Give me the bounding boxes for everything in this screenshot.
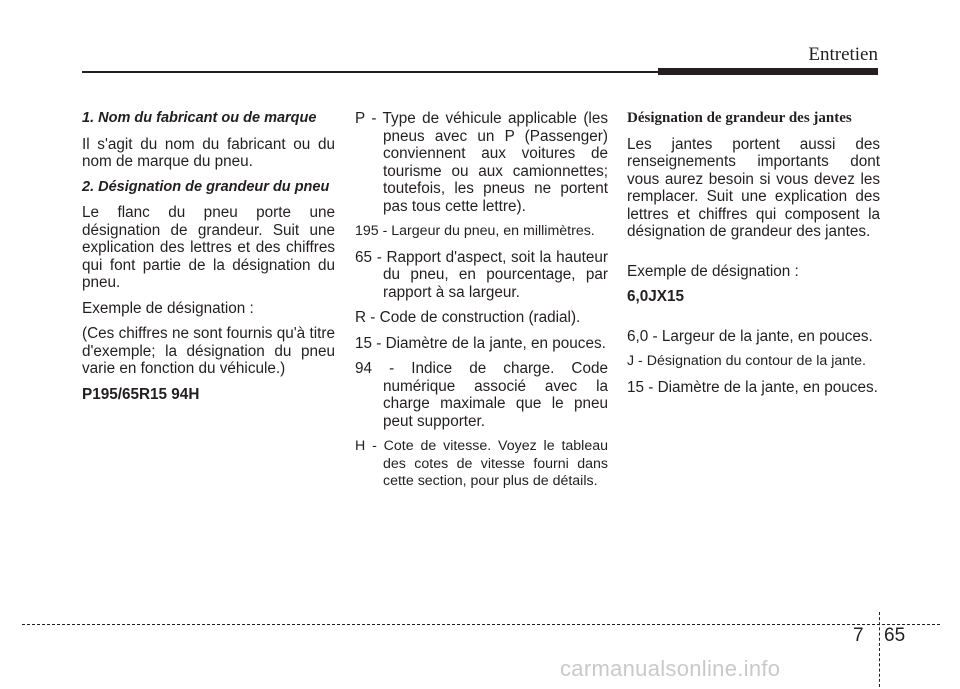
column-rim-size (627, 110, 880, 404)
column-tire-code-legend (355, 110, 608, 499)
column-tire-maker (82, 110, 335, 411)
footer-rule (22, 624, 940, 625)
rim-legend-diameter: 15 - Diamètre de la jante, en pouces. (627, 378, 878, 396)
example-code: P195/65R15 94H (82, 385, 200, 403)
example-label: Exemple de désignation : (82, 299, 254, 317)
rim-example-code: 6,0JX15 (627, 288, 684, 305)
example-note: (Ces chiffres ne sont fournis qu'à titre d'exemple; la désignation du pneu varie en fonction du véhicule.) (82, 325, 335, 377)
paragraph-tire-size: Le flanc du pneu porte une désignation de grandeur. Suit une explication des lettres et des chiffres qui font partie de la désignation du pneu. (82, 204, 335, 291)
paragraph-maker: Il s'agit du nom du fabricant ou du nom de marque du pneu. (82, 135, 335, 170)
footer-divider (879, 612, 880, 687)
legend-item-94: 94 - Indice de charge. Code numérique associé avec la charge maximale que le pneu peut supporter. (355, 360, 608, 430)
page-number: 65 (884, 625, 906, 646)
rim-legend-width: 6,0 - Largeur de la jante, en pouces. (627, 327, 873, 345)
rim-legend-contour: J - Désignation du contour de la jante. (627, 353, 866, 369)
subheading-tire-size: 2. Désignation de grandeur du pneu (82, 178, 330, 195)
chapter-number: 7 (853, 625, 864, 646)
legend-item-r: R - Code de construction (radial). (355, 309, 581, 326)
watermark: carmanualsonline.info (560, 656, 781, 681)
legend-item-195: 195 - Largeur du pneu, en millimètres. (355, 223, 595, 239)
subheading-rim-size: Désignation de grandeur des jantes (627, 110, 852, 126)
legend-item-p: P - Type de véhicule applicable (les pneus avec un P (Passenger) conviennent aux voitures de tourisme ou aux camionnettes; toutefois, les pneus ne portent pas tous cette lettre). (355, 110, 608, 215)
legend-item-65: 65 - Rapport d'aspect, soit la hauteur du pneu, en pourcentage, par rapport à sa largeur. (355, 248, 608, 301)
header-rule (82, 71, 662, 73)
legend-item-15: 15 - Diamètre de la jante, en pouces. (355, 334, 606, 352)
subheading-maker: 1. Nom du fabricant ou de marque (82, 110, 317, 126)
header-rule-accent (658, 68, 878, 75)
legend-item-h: H - Cote de vitesse. Voyez le tableau des cotes de vitesse fourni dans cette section, pour plus de détails. (355, 438, 608, 489)
paragraph-rim-size: Les jantes portent aussi des renseignements importants dont vous aurez besoin si vous devez les remplacer. Suit une explication des lettres et chiffres qui composent la désignation de grandeur des jantes. (627, 135, 880, 240)
rim-example-label: Exemple de désignation : (627, 262, 799, 280)
section-title: Entretien (808, 44, 878, 65)
